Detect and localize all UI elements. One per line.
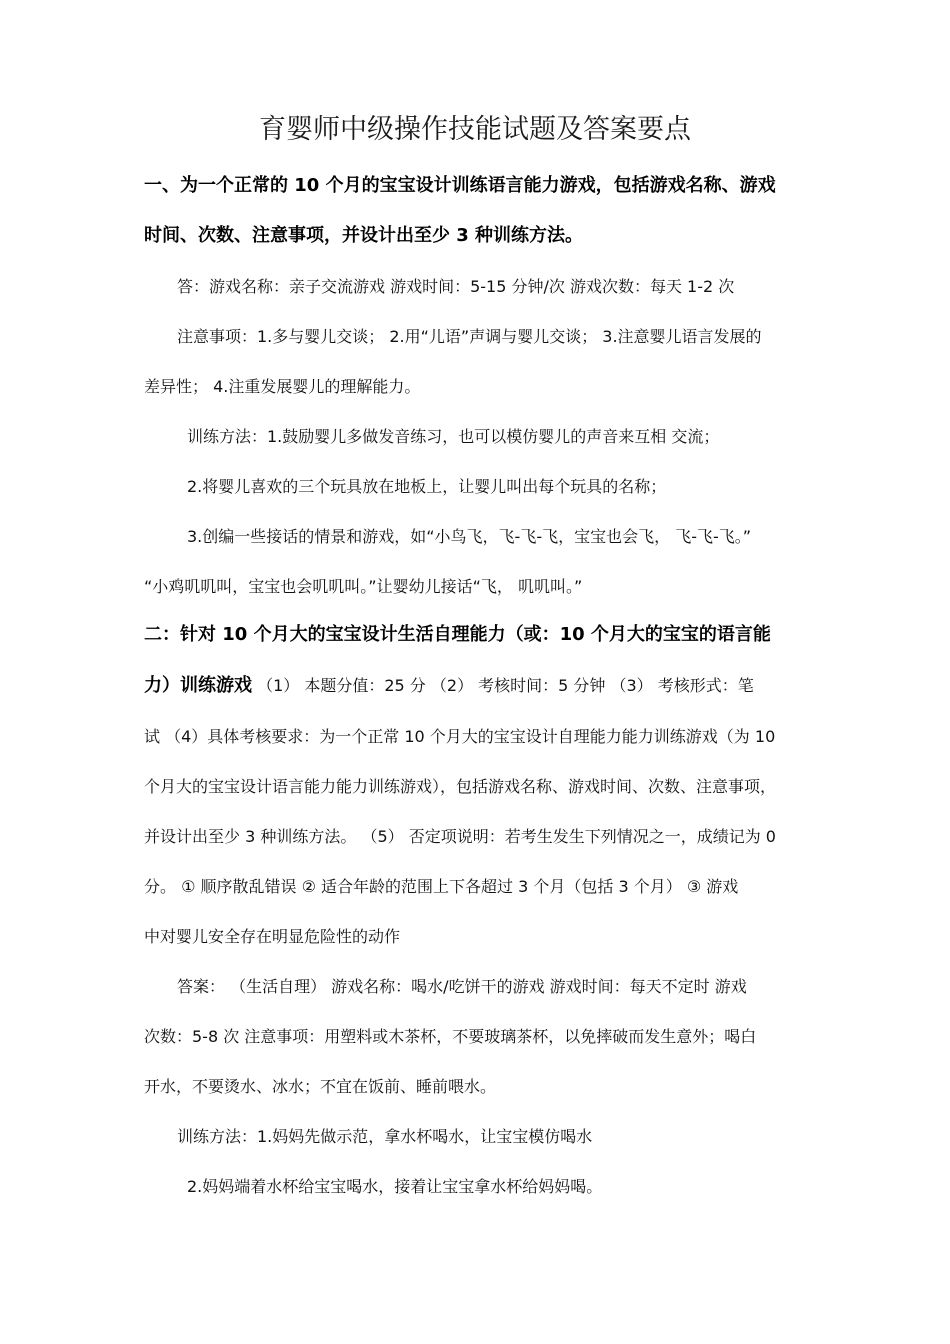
document-title: 育婴师中级操作技能试题及答案要点 <box>259 114 691 145</box>
q1-method-3-line-1: 3.创编一些接话的情景和游戏，如“小鸟飞，飞-飞-飞，宝宝也会飞， 飞-飞-飞。” <box>187 527 752 546</box>
q1-heading-line-1: 一、为一个正常的 10 个月的宝宝设计训练语言能力游戏，包括游戏名称、游戏 <box>144 175 776 196</box>
q2-answer-line-1: 答案： （生活自理） 游戏名称：喝水/吃饼干的游戏 游戏时间：每天不定时 游戏 <box>177 977 747 996</box>
q1-method-2: 2.将婴儿喜欢的三个玩具放在地板上，让婴儿叫出每个玩具的名称； <box>187 477 667 496</box>
q1-method-1: 训练方法：1.鼓励婴儿多做发音练习，也可以模仿婴儿的声音来互相 交流； <box>187 427 720 446</box>
q2-requirement-line-1: 试 （4）具体考核要求：为一个正常 10 个月大的宝宝设计自理能力能力训练游戏（为 10 <box>144 727 776 746</box>
q2-requirement-line-2: 个月大的宝宝设计语言能力能力训练游戏），包括游戏名称、游戏时间、次数、注意事项， <box>144 777 777 796</box>
q2-answer-line-3: 开水，不要烫水、冰水；不宜在饭前、睡前喂水。 <box>144 1077 497 1096</box>
q1-notes-line-2: 差异性； 4.注重发展婴儿的理解能力。 <box>144 377 421 396</box>
q2-method-1: 训练方法：1.妈妈先做示范，拿水杯喝水，让宝宝模仿喝水 <box>177 1127 593 1146</box>
q2-method-2: 2.妈妈端着水杯给宝宝喝水，接着让宝宝拿水杯给妈妈喝。 <box>187 1177 603 1196</box>
q2-requirement-line-5: 中对婴儿安全存在明显危险性的动作 <box>144 927 401 946</box>
q1-answer-line: 答：游戏名称：亲子交流游戏 游戏时间：5-15 分钟/次 游戏次数：每天 1-2 次 <box>177 277 735 296</box>
q2-heading-bold-part: 力）训练游戏 <box>144 675 252 696</box>
q2-requirement-line-3: 并设计出至少 3 种训练方法。 （5） 否定项说明：若考生发生下列情况之一，成绩记为 0 <box>144 827 776 846</box>
q2-heading-line-2 <box>144 674 809 698</box>
q2-heading-normal-part: （1） 本题分值：25 分 （2） 考核时间：5 分钟 （3） 考核形式：笔 <box>252 676 754 695</box>
q2-heading-line-1: 二：针对 10 个月大的宝宝设计生活自理能力（或：10 个月大的宝宝的语言能 <box>144 624 771 645</box>
q2-requirement-line-4: 分。 ① 顺序散乱错误 ② 适合年龄的范围上下各超过 3 个月（包括 3 个月） ③ 游戏 <box>144 877 739 896</box>
q2-answer-line-2: 次数：5-8 次 注意事项：用塑料或木茶杯，不要玻璃茶杯，以免摔破而发生意外；喝白 <box>144 1027 757 1046</box>
q1-method-3-line-2: “小鸡叽叽叫，宝宝也会叽叽叫。”让婴幼儿接话“飞， 叽叽叫。” <box>144 577 583 596</box>
q1-heading-line-2: 时间、次数、注意事项，并设计出至少 3 种训练方法。 <box>144 225 584 246</box>
q1-notes-line-1: 注意事项：1.多与婴儿交谈； 2.用“儿语”声调与婴儿交谈； 3.注意婴儿语言发展的 <box>177 327 762 346</box>
